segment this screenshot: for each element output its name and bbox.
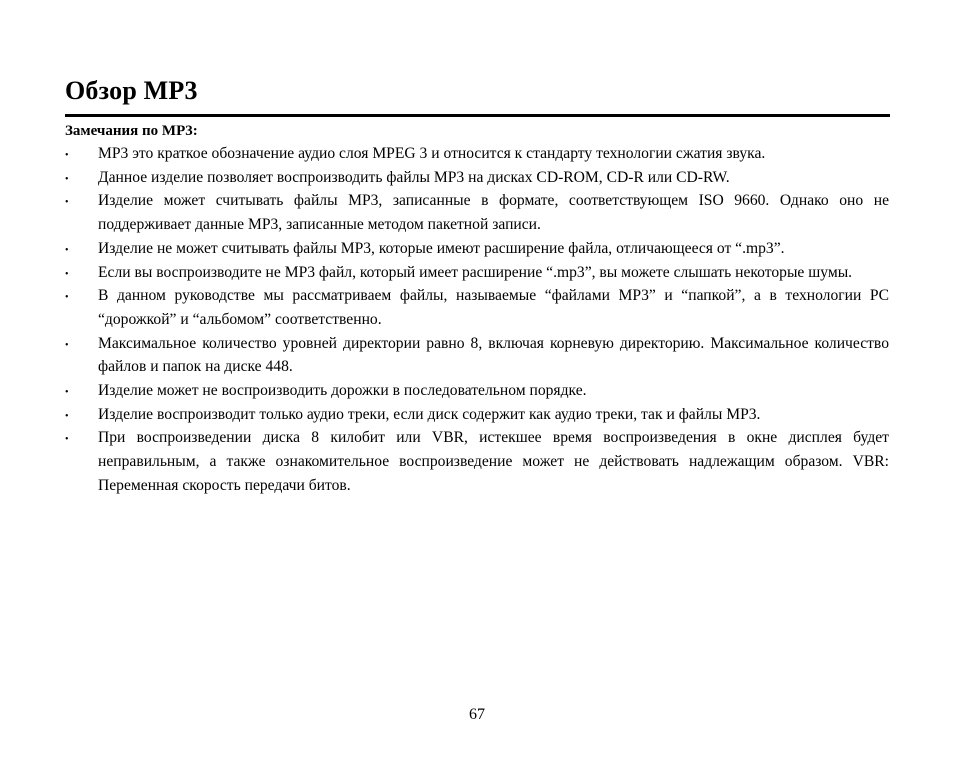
note-text: Изделие воспроизводит только аудио треки, если диск содержит как аудио треки, так и файлы MP3. bbox=[98, 405, 761, 423]
bullet-icon: • bbox=[65, 244, 69, 256]
list-item bbox=[65, 379, 889, 403]
list-item bbox=[65, 403, 889, 427]
bullet-icon: • bbox=[65, 292, 69, 304]
bullet-icon: • bbox=[65, 268, 69, 280]
bullet-icon: • bbox=[65, 173, 69, 185]
list-item bbox=[65, 237, 889, 261]
bullet-icon: • bbox=[65, 387, 69, 399]
list-item bbox=[65, 189, 889, 236]
section-heading: Замечания по MP3: bbox=[65, 123, 198, 139]
list-item bbox=[65, 332, 889, 379]
list-item bbox=[65, 166, 889, 190]
title-divider bbox=[65, 114, 890, 117]
page-number: 67 bbox=[469, 706, 485, 723]
note-text: Если вы воспроизводите не MP3 файл, который имеет расширение “.mp3”, вы можете слышать некоторые шумы. bbox=[98, 263, 853, 281]
note-text: В данном руководстве мы рассматриваем файлы, называемые “файлами MP3” и “папкой”, а в технологии PC “дорожкой” и “альбомом” соответственно. bbox=[98, 287, 889, 328]
bullet-icon: • bbox=[65, 150, 69, 161]
bullet-icon: • bbox=[65, 339, 69, 351]
list-item bbox=[65, 284, 889, 331]
note-text: Изделие не может считывать файлы MP3, которые имеют расширение файла, отличающееся от “.mp3”. bbox=[98, 239, 785, 257]
note-text: Максимальное количество уровней директории равно 8, включая корневую директорию. Максимальное количество файлов и папок на диске 448. bbox=[98, 334, 889, 376]
notes-list bbox=[65, 142, 889, 498]
note-text: Изделие может не воспроизводить дорожки в последовательном порядке. bbox=[98, 382, 587, 400]
bullet-icon: • bbox=[65, 197, 69, 209]
page-title: Обзор MP3 bbox=[65, 76, 198, 105]
note-text: Изделие может считывать файлы MP3, записанные в формате, соответствующем ISO 9660. Однако оно не поддерживает данные MP3, записанные методом пакетной записи. bbox=[98, 192, 889, 234]
list-item bbox=[65, 142, 889, 166]
note-text: При воспроизведении диска 8 килобит или VBR, истекшее время воспроизведения в окне дисплея будет неправильным, а также ознакомительное воспроизведение может не действовать надлежащим образом. VBR: Переменная скорость передачи битов. bbox=[98, 429, 889, 494]
note-text: Данное изделие позволяет воспроизводить файлы MP3 на дисках CD-ROM, CD-R или CD-RW. bbox=[98, 168, 730, 186]
list-item bbox=[65, 261, 889, 285]
bullet-icon: • bbox=[65, 410, 69, 422]
note-text: MP3 это краткое обозначение аудио слоя MPEG 3 и относится к стандарту технологии сжатия звука. bbox=[98, 145, 766, 162]
bullet-icon: • bbox=[65, 434, 69, 446]
list-item bbox=[65, 426, 889, 497]
